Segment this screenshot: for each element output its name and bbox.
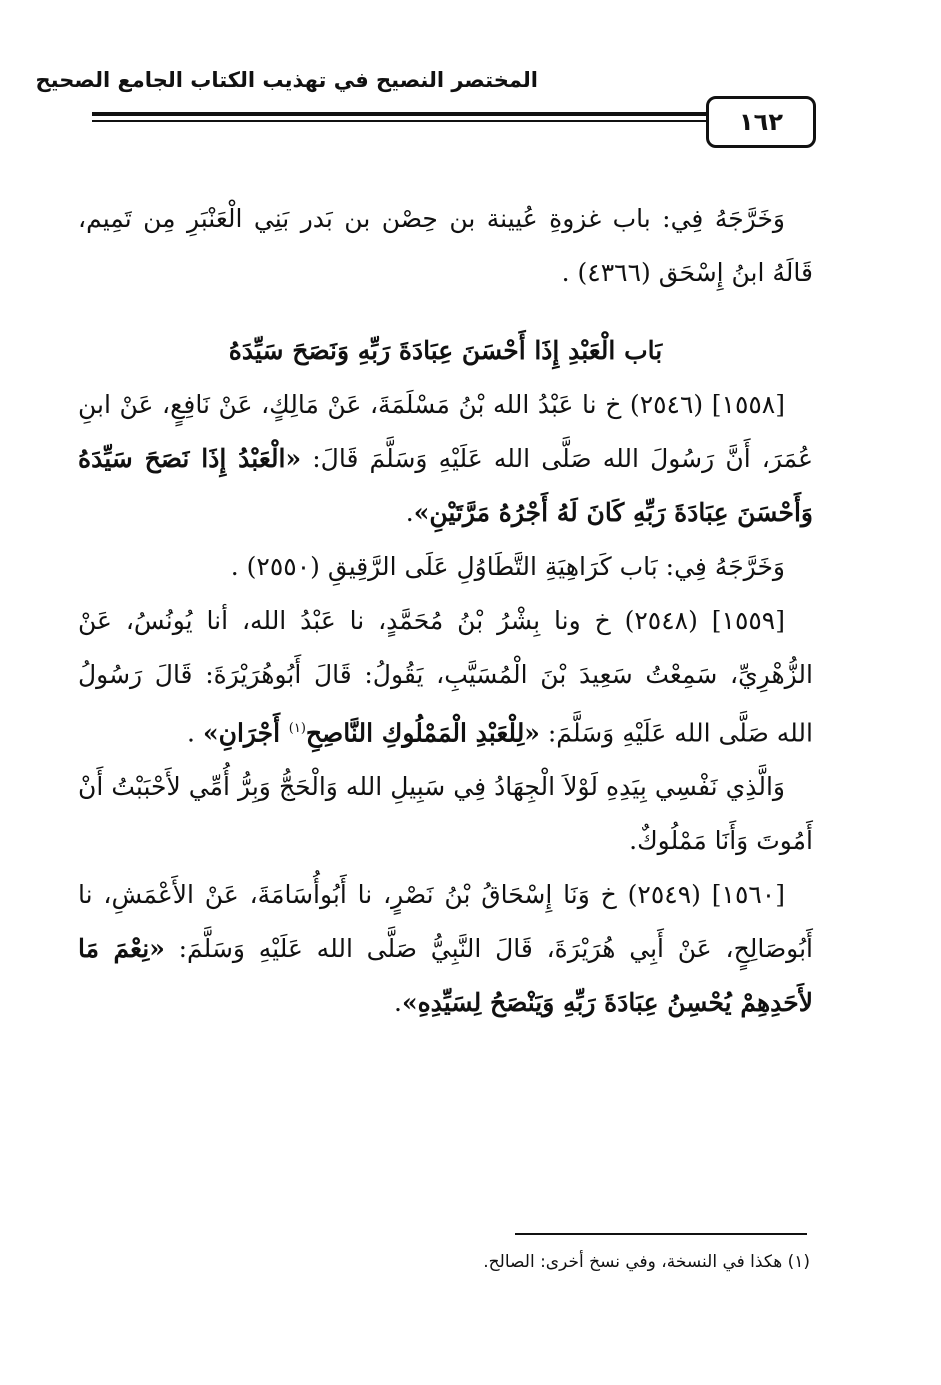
intro-text: وَخَرَّجَهُ فِي: باب غزوةِ عُيينة بن حِصْن بن بَدر بَنِي الْعَنْبَرِ مِن تَمِيم، قَالَهُ ابنُ إِسْحَق (٤٣٦٦) . [78,204,813,287]
hadith-1558-chain: [١٥٥٨] (٢٥٤٦) خ نا عَبْدُ الله بْنُ مَسْلَمَةَ، عَنْ مَالِكٍ، عَنْ نَافِعٍ، عَنْ ابنِ عُمَرَ، أَنَّ رَسُولَ الله صَلَّى الله عَلَيْهِ وَسَلَّمَ قَالَ: [78,390,814,473]
header-rule-thick [92,112,710,116]
hadith-1559-matn-end: أَجْرَانِ» [202,718,289,748]
page-number: ١٦٢ [706,96,816,148]
chapter-heading: بَاب الْعَبْدِ إِذَا أَحْسَنَ عِبَادَةَ رَبِّهِ وَنَصَحَ سَيِّدَهُ [228,336,663,365]
running-header-title: المختصر النصيح في تهذيب الكتاب الجامع الصحيح [35,68,538,92]
hadith-1559-continuation: وَالَّذِي نَفْسِي بِيَدِهِ لَوْلاَ الْجِهَادُ فِي سَبِيلِ الله وَالْحَجُّ وَبِرُّ أُمِّي لأَحْبَبْتُ أَنْ أَمُوتَ وَأَنَا مَمْلُوكٌ. [78,772,813,856]
hadith-1560-chain: [١٥٦٠] (٢٥٤٩) خ وَنَا إِسْحَاقُ بْنُ نَصْرٍ، نا أَبُوأُسَامَةَ، عَنْ الأَعْمَشِ، نا أَبُوصَالِحٍ، عَنْ أَبِي هُرَيْرَةَ، قَالَ النَّبِيُّ صَلَّى الله عَلَيْهِ وَسَلَّمَ: [78,880,813,964]
hadith-1559 [78,594,813,760]
takhrij-2550: وَخَرَّجَهُ فِي: بَاب كَرَاهِيَةِ التَّطَاوُلِ عَلَى الرَّقِيقِ (٢٥٥٠) . [230,552,785,581]
footnote-1: (١) هكذا في النسخة، وفي نسخ أخرى: الصالح. [483,1252,810,1272]
hadith-1558 [78,378,813,540]
footnote-separator [515,1233,807,1235]
intro-paragraph [78,192,813,300]
hadith-1559-chain: [١٥٥٩] (٢٥٤٨) خ ونا بِشْرُ بْنُ مُحَمَّدٍ، نا عَبْدُ الله، أنا يُونُسُ، عَنْ الزُّهْرِيِّ، سَمِعْتُ سَعِيدَ بْنَ الْمُسَيَّبِ، يَقُولُ: قَالَ أَبُوهُرَيْرَةَ: قَالَ رَسُولُ الله صَلَّى الله عَلَيْهِ وَسَلَّمَ: [78,606,813,748]
hadith-1559-end: . [187,718,203,748]
hadith-1560-end: . [393,988,402,1018]
main-text [78,378,813,1030]
hadith-1560 [78,868,813,1030]
hadith-1558-end: . [405,498,414,527]
hadith-1560-matn: «نِعْمَ مَا لأَحَدِهِمْ يُحْسِنُ عِبَادَةَ رَبِّهِ وَيَنْصَحُ لِسَيِّدِهِ» [78,934,813,1018]
hadith-1559-matn: «لِلْعَبْدِ الْمَمْلُوكِ النَّاصِحِ [305,718,540,748]
header-rule-thin [92,120,710,122]
footnote-marker: (١) [288,721,306,736]
hadith-1558-matn: «الْعَبْدُ إِذَا نَصَحَ سَيِّدَهُ وَأَحْسَنَ عِبَادَةَ رَبِّهِ كَانَ لَهُ أَجْرُهُ مَرَّتَيْنِ» [78,444,813,527]
